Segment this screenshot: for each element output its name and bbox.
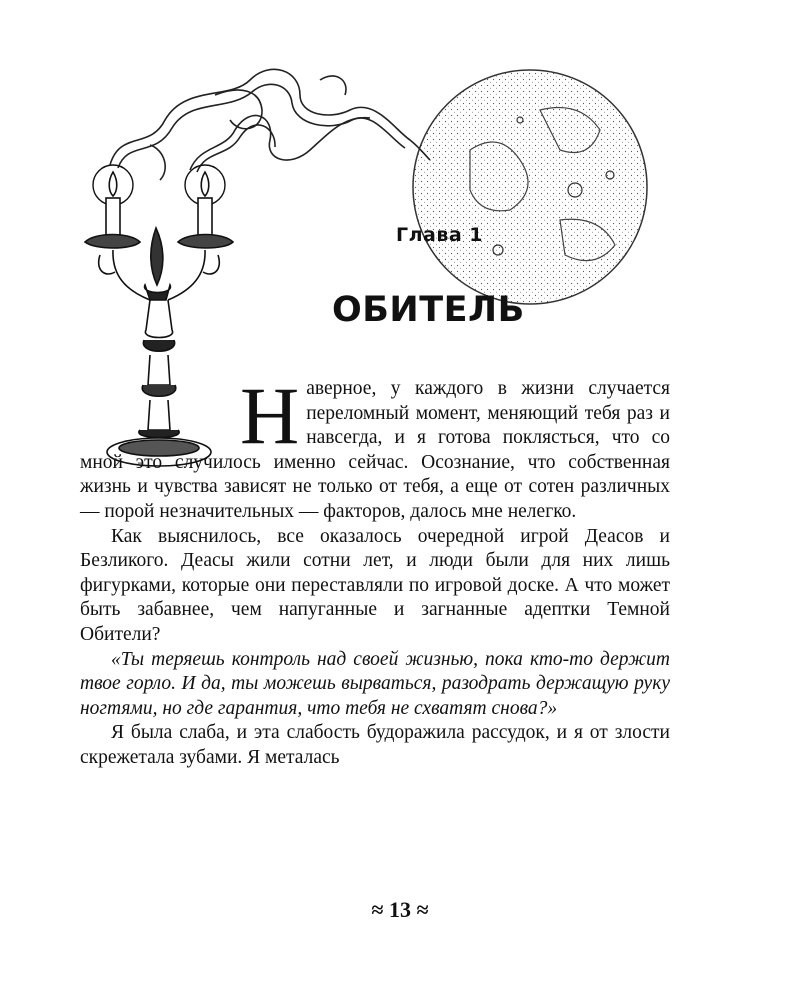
smoke-icon	[110, 69, 430, 180]
chapter-body	[80, 370, 670, 771]
chapter-title: ОБИТЕЛЬ	[332, 290, 525, 330]
moon-icon	[413, 70, 647, 304]
paragraph: Как выяснилось, все оказалось очередной игрой Деасов и Безликого. Деасы жили сотни лет, и люди были для них лишь фигурками, которые они переставляли по игровой доске. А что может быть забавнее, чем напуганные и загнанные адептки Темной Обители?	[80, 525, 670, 645]
paragraph: Я была слаба, и эта слабость будоражила рассудок, и я от злости скрежетала зубами. Я металась	[80, 722, 670, 768]
intro-paragraph	[80, 370, 670, 525]
drop-cap: Н	[240, 370, 300, 461]
page-number: ≈ 13 ≈	[371, 897, 429, 922]
intro-text: аверное, у каждого в жизни случается переломный момент, меняющий тебя раз и навсегда, и я готова поклясться, что со мной это случилось именно сейчас. Осознание, что собственная жизнь и чувства зависят не только от тебя, а еще от сотен различных — порой незначительных — факторов, далось мне нелегко.	[80, 378, 670, 522]
chapter-label: Глава 1	[396, 224, 484, 246]
quote-paragraph: «Ты теряешь контроль над своей жизнью, пока кто-то держит твое горло. И да, ты можешь вырваться, разодрать держащую руку ногтями, но где гарантия, что тебя не схватят снова?»	[80, 648, 670, 719]
